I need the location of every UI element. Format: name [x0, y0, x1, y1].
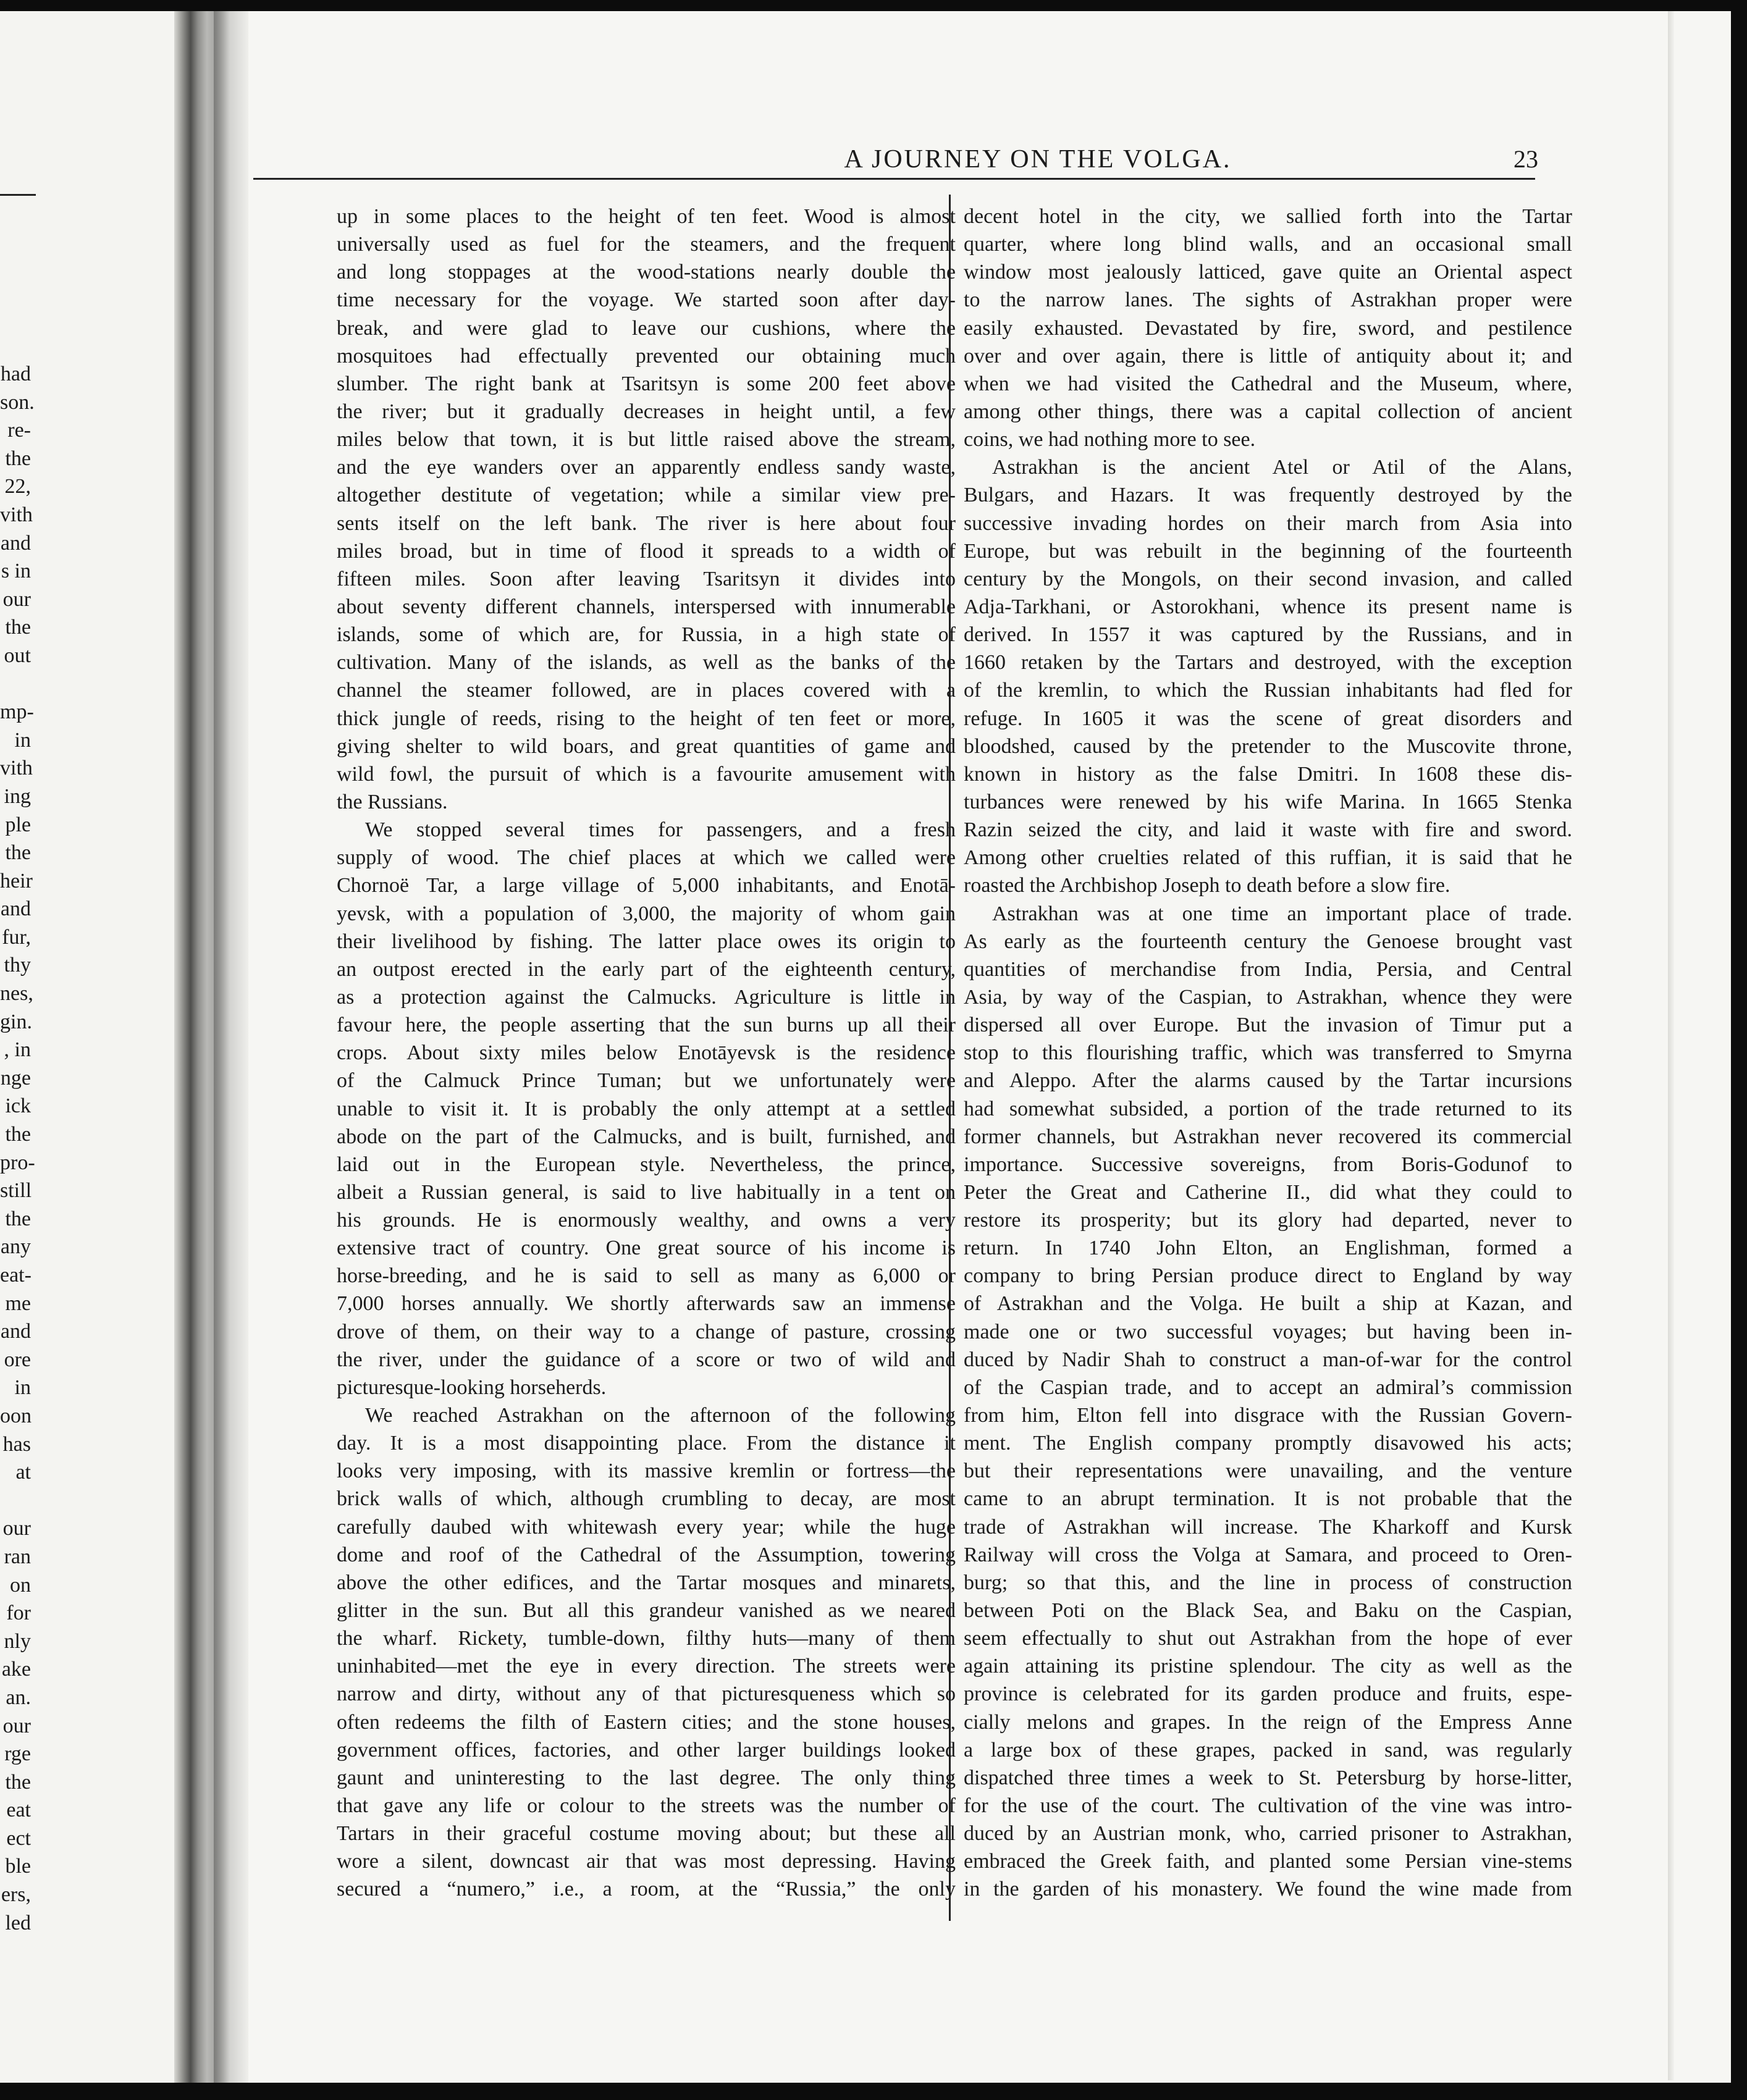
text-line: among other things, there was a capital collection of ancient — [964, 400, 1572, 423]
previous-page-fragment: re- — [7, 419, 31, 442]
text-line: seem effectually to shut out Astrakhan from the hope of ever — [964, 1627, 1572, 1650]
text-line: gaunt and uninteresting to the last degree. The only thing — [337, 1766, 956, 1789]
text-line: about seventy different channels, interspersed with innumerable — [337, 595, 956, 618]
text-line: abode on the part of the Calmucks, and is built, furnished, and — [337, 1125, 956, 1148]
text-line: of the Caspian trade, and to accept an admiral’s commission — [964, 1376, 1572, 1399]
text-line: Razin seized the city, and laid it waste with fire and sword. — [964, 818, 1572, 842]
text-line: province is celebrated for its garden produce and fruits, espe- — [964, 1682, 1572, 1706]
previous-page-fragment: gin. — [0, 1010, 32, 1033]
text-line: known in history as the false Dmitri. In 1608 these dis- — [964, 762, 1572, 786]
text-line: and Aleppo. After the alarms caused by the Tartar incursions — [964, 1069, 1572, 1093]
text-line: Asia, by way of the Caspian, to Astrakhan, whence they were — [964, 985, 1572, 1009]
text-line: break, and were glad to leave our cushions, where the — [337, 316, 956, 340]
text-line: easily exhausted. Devastated by fire, sword, and pestilence — [964, 316, 1572, 340]
previous-page-fragment: for — [6, 1602, 31, 1625]
text-line: made one or two successful voyages; but having been in- — [964, 1320, 1572, 1343]
previous-page-fragment: an. — [6, 1686, 31, 1709]
text-line: Europe, but was rebuilt in the beginning of the fourteenth — [964, 539, 1572, 563]
previous-page-fragment: vith — [0, 757, 33, 780]
previous-page-fragment: , in — [4, 1038, 31, 1062]
text-line: As early as the fourteenth century the Genoese brought vast — [964, 930, 1572, 953]
page-edge — [1668, 11, 1674, 2080]
previous-page-fragment: the — [5, 1123, 31, 1146]
page-number: 23 — [1513, 145, 1538, 173]
text-line: that gave any life or colour to the streets was the number of — [337, 1794, 956, 1818]
text-line: dome and roof of the Cathedral of the Assumption, towering — [337, 1543, 956, 1566]
book-gutter-shadow — [174, 11, 248, 2083]
text-line: duced by an Austrian monk, who, carried prisoner to Astrakhan, — [964, 1822, 1572, 1846]
text-line: company to bring Persian produce direct to England by way — [964, 1264, 1572, 1288]
text-line: dispatched three times a week to St. Petersburg by horse-litter, — [964, 1766, 1572, 1789]
book-gutter-fold — [214, 11, 230, 2083]
text-line: decent hotel in the city, we sallied forth into the Tartar — [964, 205, 1572, 228]
previous-page-fragment: had — [0, 363, 31, 385]
text-line: window most jealously latticed, gave quite an Oriental aspect — [964, 261, 1572, 284]
text-line: brick walls of which, although crumbling to decay, are most — [337, 1487, 956, 1511]
previous-page-fragment: and — [0, 531, 31, 555]
previous-page-fragment: oon — [0, 1404, 32, 1427]
previous-page-margin — [0, 11, 179, 2083]
text-line: burg; so that this, and the line in process of construction — [964, 1571, 1572, 1594]
text-line: his grounds. He is enormously wealthy, and owns a very — [337, 1209, 956, 1232]
text-line: above the other edifices, and the Tartar mosques and minarets, — [337, 1571, 956, 1594]
text-line: often redeems the filth of Eastern cities; and the stone houses, — [337, 1710, 956, 1734]
text-line: carefully daubed with whitewash every year; while the huge — [337, 1515, 956, 1539]
previous-page-fragment: has — [2, 1432, 31, 1456]
previous-page-head-rule — [0, 194, 36, 196]
previous-page-fragment: eat — [6, 1799, 31, 1822]
text-line: a large box of these grapes, packed in sand, was regularly — [964, 1738, 1572, 1762]
text-line: again attaining its pristine splendour. The city as well as the — [964, 1655, 1572, 1678]
text-line: for the use of the court. The cultivation of the vine was intro- — [964, 1794, 1572, 1818]
text-line: successive invading hordes on their march from Asia into — [964, 511, 1572, 535]
text-line: refuge. In 1605 it was the scene of great disorders and — [964, 707, 1572, 730]
text-line: restore its prosperity; but its glory had departed, never to — [964, 1209, 1572, 1232]
previous-page-fragment: the — [5, 1207, 31, 1230]
text-line: miles below that town, it is but little raised above the stream, — [337, 428, 956, 452]
previous-page-fragment: any — [0, 1235, 31, 1259]
text-line: as a protection against the Calmucks. Agriculture is little in — [337, 985, 956, 1009]
text-line: We reached Astrakhan on the afternoon of the following — [365, 1404, 956, 1427]
text-line: Chornoë Tar, a large village of 5,000 inhabitants, and Enotā- — [337, 874, 956, 897]
text-line: secured a “numero,” i.e., a room, at the “Russia,” the only — [337, 1878, 956, 1901]
previous-page-fragment: nes, — [0, 982, 33, 1006]
text-line: the Russians. — [337, 790, 448, 813]
text-line: supply of wood. The chief places at which we called were — [337, 846, 956, 870]
running-head-rule — [253, 178, 1535, 180]
text-line: the river; but it gradually decreases in height until, a few — [337, 400, 956, 423]
text-line: wild fowl, the pursuit of which is a favourite amusement with — [337, 762, 956, 786]
text-line: Peter the Great and Catherine II., did what they could to — [964, 1180, 1572, 1204]
text-line: government offices, factories, and other larger buildings looked — [337, 1738, 956, 1762]
text-column-left — [337, 203, 956, 1904]
previous-page-fragment: at — [15, 1461, 31, 1484]
previous-page-fragment: ing — [4, 784, 31, 808]
previous-page-fragment: the — [5, 616, 31, 639]
text-line: Astrakhan was at one time an important place of trade. — [992, 902, 1572, 925]
text-line: the river, under the guidance of a score or two of wild and — [337, 1348, 956, 1371]
previous-page-fragment: the — [5, 1770, 31, 1794]
previous-page-fragment: the — [5, 841, 31, 865]
previous-page-fragment: and — [0, 897, 31, 921]
text-line: importance. Successive sovereigns, from Boris-Godunof to — [964, 1153, 1572, 1176]
previous-page-fragment: eat- — [0, 1264, 32, 1287]
text-line: an outpost erected in the early part of the eighteenth century, — [337, 957, 956, 981]
text-line: islands, some of which are, for Russia, in a high state of — [337, 623, 956, 647]
running-head-title: A JOURNEY ON THE VOLGA. — [844, 145, 1232, 174]
previous-page-fragment: heir — [0, 869, 33, 892]
text-line: the wharf. Rickety, tumble-down, filthy huts—many of them — [337, 1627, 956, 1650]
previous-page-fragment: ble — [5, 1855, 31, 1878]
text-line: sents itself on the left bank. The river is here about four — [337, 511, 956, 535]
text-line: yevsk, with a population of 3,000, the majority of whom gain — [337, 902, 956, 925]
text-line: time necessary for the voyage. We started soon after day- — [337, 288, 956, 312]
previous-page-fragment: our — [2, 1714, 31, 1737]
previous-page-fragment: ple — [5, 813, 31, 836]
text-line: former channels, but Astrakhan never recovered its commercial — [964, 1125, 1572, 1148]
text-line: drove of them, on their way to a change of pasture, crossing — [337, 1320, 956, 1343]
text-line: derived. In 1557 it was captured by the Russians, and in — [964, 623, 1572, 647]
text-line: albeit a Russian general, is said to live habitually in a tent on — [337, 1180, 956, 1204]
text-line: Adja-Tarkhani, or Astorokhani, whence its present name is — [964, 595, 1572, 618]
text-line: dispersed all over Europe. But the invasion of Timur put a — [964, 1014, 1572, 1037]
previous-page-text-fragments — [0, 360, 35, 1937]
text-line: roasted the Archbishop Joseph to death before a slow fire. — [964, 874, 1450, 897]
text-line: universally used as fuel for the steamers, and the frequent — [337, 233, 956, 256]
text-line: thick jungle of reeds, rising to the height of ten feet or more, — [337, 707, 956, 730]
text-line: when we had visited the Cathedral and the Museum, where, — [964, 372, 1572, 395]
previous-page-fragment: me — [5, 1292, 31, 1315]
text-line: embraced the Greek faith, and planted some Persian vine-stems — [964, 1850, 1572, 1873]
text-line: quantities of merchandise from India, Persia, and Central — [964, 957, 1572, 981]
text-line: between Poti on the Black Sea, and Baku on the Caspian, — [964, 1599, 1572, 1623]
text-line: picturesque-looking horseherds. — [337, 1376, 607, 1399]
scan-border-right — [1731, 0, 1747, 2100]
text-line: Among other cruelties related of this ruffian, it is said that he — [964, 846, 1572, 870]
previous-page-fragment: still — [0, 1179, 32, 1203]
text-line: ment. The English company promptly disavowed his acts; — [964, 1432, 1572, 1455]
previous-page-fragment: on — [10, 1573, 31, 1597]
previous-page-fragment: in — [14, 1376, 31, 1400]
previous-page-fragment: ran — [4, 1545, 31, 1568]
previous-page-fragment: ers, — [1, 1883, 31, 1907]
previous-page-fragment: vith — [0, 503, 33, 526]
text-line: cially melons and grapes. In the reign of the Empress Anne — [964, 1710, 1572, 1734]
text-line: turbances were renewed by his wife Marina. In 1665 Stenka — [964, 790, 1572, 813]
text-line: cultivation. Many of the islands, as well as the banks of the — [337, 651, 956, 674]
text-line: bloodshed, caused by the pretender to the Muscovite throne, — [964, 734, 1572, 758]
previous-page-fragment: our — [2, 1517, 31, 1540]
previous-page-fragment: 22, — [4, 475, 31, 498]
previous-page-fragment: fur, — [2, 925, 31, 949]
previous-page-fragment: ick — [5, 1094, 31, 1118]
previous-page-fragment: and — [0, 1320, 31, 1343]
text-line: century by the Mongols, on their second invasion, and called — [964, 567, 1572, 590]
text-line: Tartars in their graceful costume moving about; but these all — [337, 1822, 956, 1846]
previous-page-fragment: pro- — [0, 1151, 35, 1174]
previous-page-fragment: nge — [0, 1066, 31, 1090]
previous-page-fragment: ect — [6, 1826, 31, 1850]
text-line: up in some places to the height of ten feet. Wood is almost — [337, 205, 956, 228]
previous-page-fragment: the — [5, 447, 31, 470]
text-line: We stopped several times for passengers, and a fresh — [365, 818, 956, 842]
text-line: of Astrakhan and the Volga. He built a ship at Kazan, and — [964, 1292, 1572, 1316]
text-line: 7,000 horses annually. We shortly afterwards saw an immense — [337, 1292, 956, 1316]
text-line: from him, Elton fell into disgrace with the Russian Govern- — [964, 1404, 1572, 1427]
text-line: stop to this flourishing traffic, which was transferred to Smyrna — [964, 1041, 1572, 1065]
text-line: crops. About sixty miles below Enotāyevsk is the residence — [337, 1041, 956, 1065]
previous-page-fragment: in — [14, 728, 31, 752]
text-line: uninhabited—met the eye in every direction. The streets were — [337, 1655, 956, 1678]
text-column-right — [964, 203, 1572, 1904]
text-line: over and over again, there is little of antiquity about it; and — [964, 344, 1572, 368]
text-line: fifteen miles. Soon after leaving Tsaritsyn it divides into — [337, 567, 956, 590]
text-line: Bulgars, and Hazars. It was frequently destroyed by the — [964, 484, 1572, 507]
text-line: of the Calmuck Prince Tuman; but we unfortunately were — [337, 1069, 956, 1093]
previous-page-fragment: mp- — [0, 700, 34, 724]
previous-page-fragment: ake — [1, 1658, 31, 1681]
previous-page-fragment: nly — [4, 1629, 31, 1653]
text-line: to the narrow lanes. The sights of Astrakhan proper were — [964, 288, 1572, 312]
text-line: had somewhat subsided, a portion of the trade returned to its — [964, 1097, 1572, 1120]
text-line: altogether destitute of vegetation; while a similar view pre- — [337, 484, 956, 507]
scan-border-bottom — [0, 2083, 1747, 2100]
text-line: and the eye wanders over an apparently endless sandy waste, — [337, 456, 956, 479]
text-line: wore a silent, downcast air that was most depressing. Having — [337, 1850, 956, 1873]
text-line: in the garden of his monastery. We found the wine made from — [964, 1878, 1572, 1901]
text-line: day. It is a most disappointing place. From the distance it — [337, 1432, 956, 1455]
text-line: of the kremlin, to which the Russian inhabitants had fled for — [964, 679, 1572, 702]
text-line: favour here, the people asserting that the sun burns up all their — [337, 1014, 956, 1037]
text-line: and long stoppages at the wood-stations nearly double the — [337, 261, 956, 284]
text-line: extensive tract of country. One great source of his income is — [337, 1237, 956, 1260]
text-line: Astrakhan is the ancient Atel or Atil of the Alans, — [992, 456, 1572, 479]
text-line: miles broad, but in time of flood it spreads to a width of — [337, 539, 956, 563]
previous-page-fragment: s in — [1, 560, 31, 583]
previous-page-fragment: son. — [0, 390, 35, 414]
text-line: but their representations were unavailing, and the venture — [964, 1460, 1572, 1483]
previous-page-fragment: thy — [4, 954, 31, 977]
text-line: unable to visit it. It is probably the only attempt at a settled — [337, 1097, 956, 1120]
scan-border-top — [0, 0, 1747, 11]
text-line: horse-breeding, and he is said to sell as many as 6,000 or — [337, 1264, 956, 1288]
previous-page-fragment: ore — [4, 1348, 31, 1371]
text-line: glitter in the sun. But all this grandeur vanished as we neared — [337, 1599, 956, 1623]
previous-page-fragment: out — [4, 644, 31, 667]
text-line: channel the steamer followed, are in places covered with a — [337, 679, 956, 702]
text-line: their livelihood by fishing. The latter place owes its origin to — [337, 930, 956, 953]
previous-page-fragment: our — [2, 587, 31, 611]
text-line: trade of Astrakhan will increase. The Kharkoff and Kursk — [964, 1515, 1572, 1539]
text-line: laid out in the European style. Nevertheless, the prince, — [337, 1153, 956, 1176]
text-line: slumber. The right bank at Tsaritsyn is some 200 feet above — [337, 372, 956, 395]
previous-page-fragment — [0, 1487, 31, 1515]
text-line: Railway will cross the Volga at Samara, and proceed to Oren- — [964, 1543, 1572, 1566]
text-line: came to an abrupt termination. It is not probable that the — [964, 1487, 1572, 1511]
text-line: quarter, where long blind walls, and an occasional small — [964, 233, 1572, 256]
text-line: looks very imposing, with its massive kremlin or fortress—the — [337, 1460, 956, 1483]
text-line: mosquitoes had effectually prevented our obtaining much — [337, 344, 956, 368]
text-line: giving shelter to wild boars, and great quantities of game and — [337, 734, 956, 758]
previous-page-fragment — [0, 670, 31, 699]
text-line: narrow and dirty, without any of that picturesqueness which so — [337, 1682, 956, 1706]
text-line: duced by Nadir Shah to construct a man-of-war for the control — [964, 1348, 1572, 1371]
text-line: coins, we had nothing more to see. — [964, 428, 1256, 452]
text-line: 1660 retaken by the Tartars and destroyed, with the exception — [964, 651, 1572, 674]
previous-page-fragment: rge — [4, 1742, 31, 1766]
text-line: return. In 1740 John Elton, an Englishman, formed a — [964, 1237, 1572, 1260]
previous-page-fragment: led — [5, 1911, 31, 1934]
